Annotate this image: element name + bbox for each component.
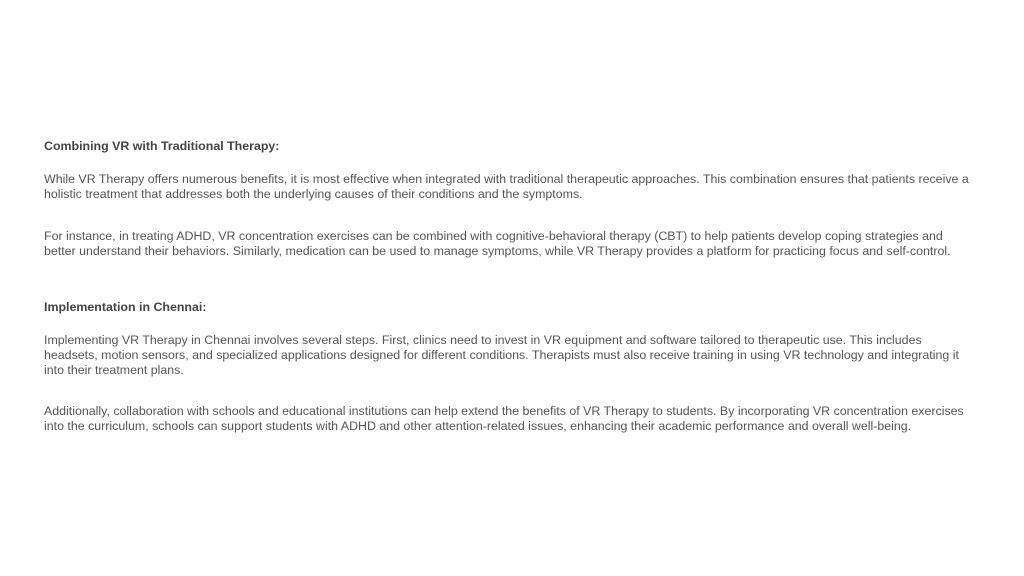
paragraph-vr-benefits: While VR Therapy offers numerous benefits, it is most effective when integrated with traditional therapeutic approaches. This combination ensures that patients receive a holistic treatment that addresses both the underlying causes of their conditions and the symptoms. [44, 172, 969, 201]
section-heading-combining-vr: Combining VR with Traditional Therapy: [44, 139, 280, 153]
paragraph-school-collaboration: Additionally, collaboration with schools and educational institutions can help extend the benefits of VR Therapy to students. By incorporating VR concentration exercises into the curriculum, schools can support students with ADHD and other attention-related issues, enhancing their academic performance and overall well-being. [44, 404, 964, 433]
paragraph-implementation-steps: Implementing VR Therapy in Chennai involves several steps. First, clinics need to invest in VR equipment and software tailored to therapeutic use. This includes headsets, motion sensors, and specialized applications designed for different conditions. Therapists must also receive training in using VR technology and integrating it into their treatment plans. [44, 333, 959, 377]
section-heading-implementation: Implementation in Chennai: [44, 300, 207, 314]
paragraph-adhd-example: For instance, in treating ADHD, VR concentration exercises can be combined with cognitive-behavioral therapy (CBT) to help patients develop coping strategies and better understand their behaviors. Similarly, medication can be used to manage symptoms, while VR Therapy provides a platform for practicing focus and self-control. [44, 229, 951, 258]
